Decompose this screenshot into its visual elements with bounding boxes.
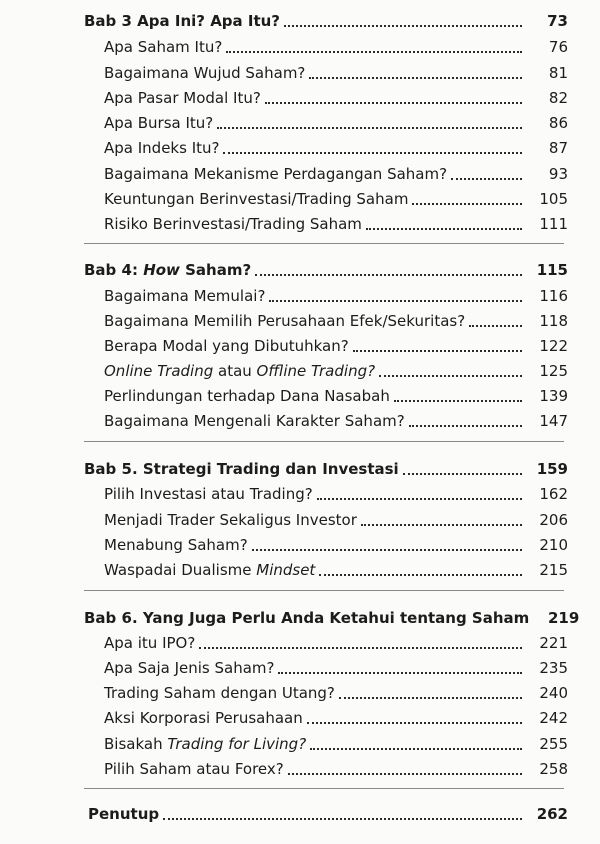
entry-title: Bagaimana Memilih Perusahaan Efek/Sekuritas?: [104, 312, 466, 330]
chapter-title: Penutup: [88, 805, 160, 823]
dot-leader: [255, 274, 522, 276]
chapter-title: Bab 6. Yang Juga Perlu Anda Ketahui tentang Saham: [84, 609, 530, 627]
toc-entry[interactable]: [104, 632, 568, 654]
page-number: 235: [539, 659, 568, 677]
toc-entry[interactable]: [104, 36, 568, 58]
dot-leader: [412, 203, 522, 205]
entry-title: Pilih Saham atau Forex?: [104, 760, 284, 778]
page-number: 76: [548, 38, 568, 56]
toc-entry[interactable]: [104, 188, 568, 210]
chapter-title: Bab 4: How Saham?: [84, 261, 252, 279]
page-number: 242: [539, 709, 568, 727]
closing-entry[interactable]: [88, 803, 568, 825]
entry-title: Apa Pasar Modal Itu?: [104, 89, 261, 107]
entry-title: Pilih Investasi atau Trading?: [104, 485, 313, 503]
dot-leader: [379, 375, 522, 377]
entry-title: Menjadi Trader Sekaligus Investor: [104, 511, 357, 529]
page-number: 255: [539, 735, 568, 753]
chapter-4-entry[interactable]: [84, 259, 568, 281]
dot-leader: [265, 102, 522, 104]
entry-title: Keuntungan Berinvestasi/Trading Saham: [104, 190, 409, 208]
dot-leader: [310, 748, 522, 750]
section-divider: [84, 590, 564, 591]
entry-title: Online Trading atau Offline Trading?: [104, 362, 376, 380]
toc-entry[interactable]: [104, 559, 568, 581]
page-number: 258: [539, 760, 568, 778]
dot-leader: [319, 574, 522, 576]
entry-title: Waspadai Dualisme Mindset: [104, 561, 316, 579]
dot-leader: [353, 350, 522, 352]
dot-leader: [307, 722, 522, 724]
dot-leader: [366, 228, 522, 230]
dot-leader: [469, 325, 522, 327]
page-number: 206: [539, 511, 568, 529]
toc-entry[interactable]: [104, 509, 568, 531]
entry-title: Risiko Berinvestasi/Trading Saham: [104, 215, 362, 233]
entry-title: Bagaimana Mekanisme Perdagangan Saham?: [104, 165, 448, 183]
toc-entry[interactable]: [104, 385, 568, 407]
toc-entry[interactable]: [104, 137, 568, 159]
entry-title: Trading Saham dengan Utang?: [104, 684, 335, 702]
toc-entry[interactable]: [104, 310, 568, 332]
page-number: 262: [536, 805, 568, 823]
page-number: 115: [536, 261, 568, 279]
entry-title: Bagaimana Wujud Saham?: [104, 64, 306, 82]
toc-entry[interactable]: [104, 410, 568, 432]
page-number: 82: [548, 89, 568, 107]
dot-leader: [226, 51, 522, 53]
toc-entry[interactable]: [104, 87, 568, 109]
page-number: 86: [548, 114, 568, 132]
entry-title: Aksi Korporasi Perusahaan: [104, 709, 303, 727]
toc-entry[interactable]: [104, 534, 568, 556]
dot-leader: [394, 400, 522, 402]
chapter-title: Bab 5. Strategi Trading dan Investasi: [84, 460, 399, 478]
toc-entry[interactable]: [104, 112, 568, 134]
toc-entry[interactable]: [104, 335, 568, 357]
page-number: 139: [539, 387, 568, 405]
toc-entry[interactable]: [104, 62, 568, 84]
page-number: 125: [539, 362, 568, 380]
toc-entry[interactable]: [104, 657, 568, 679]
dot-leader: [284, 25, 522, 27]
entry-title: Apa itu IPO?: [104, 634, 196, 652]
section-divider: [84, 441, 564, 442]
page-number: 93: [548, 165, 568, 183]
toc-entry[interactable]: [104, 733, 568, 755]
page-number: 215: [539, 561, 568, 579]
entry-title: Apa Bursa Itu?: [104, 114, 214, 132]
dot-leader: [451, 178, 522, 180]
page-number: 105: [539, 190, 568, 208]
chapter-3-entry[interactable]: [84, 10, 568, 32]
toc-entry[interactable]: [104, 360, 568, 382]
entry-title: Apa Saham Itu?: [104, 38, 223, 56]
entry-title: Apa Saja Jenis Saham?: [104, 659, 275, 677]
dot-leader: [403, 473, 522, 475]
toc-entry[interactable]: [104, 163, 568, 185]
entry-title: Menabung Saham?: [104, 536, 248, 554]
entry-title: Perlindungan terhadap Dana Nasabah: [104, 387, 390, 405]
page-number: 87: [548, 139, 568, 157]
page-number: 147: [539, 412, 568, 430]
toc-entry[interactable]: [104, 285, 568, 307]
entry-title: Berapa Modal yang Dibutuhkan?: [104, 337, 349, 355]
dot-leader: [317, 498, 522, 500]
page-number: 210: [539, 536, 568, 554]
dot-leader: [217, 127, 522, 129]
page-number: 118: [539, 312, 568, 330]
page-number: 116: [539, 287, 568, 305]
page-number: 240: [539, 684, 568, 702]
page-number: 122: [539, 337, 568, 355]
toc-entry[interactable]: [104, 758, 568, 780]
page-number: 81: [548, 64, 568, 82]
chapter-5-entry[interactable]: [84, 458, 568, 480]
toc-entry[interactable]: [104, 682, 568, 704]
dot-leader: [288, 773, 522, 775]
dot-leader: [409, 425, 522, 427]
page-number: 73: [547, 12, 568, 30]
chapter-6-entry[interactable]: [84, 607, 580, 629]
dot-leader: [223, 152, 522, 154]
section-divider: [84, 788, 564, 789]
toc-entry[interactable]: [104, 707, 568, 729]
entry-title: Bagaimana Mengenali Karakter Saham?: [104, 412, 405, 430]
page-number: 219: [547, 609, 580, 627]
toc-entry[interactable]: [104, 483, 568, 505]
dot-leader: [361, 524, 522, 526]
page-number: 162: [539, 485, 568, 503]
section-divider: [84, 243, 564, 244]
dot-leader: [339, 697, 522, 699]
entry-title: Bisakah Trading for Living?: [104, 735, 307, 753]
page-number: 221: [539, 634, 568, 652]
dot-leader: [199, 647, 522, 649]
entry-title: Apa Indeks Itu?: [104, 139, 220, 157]
entry-title: Bagaimana Memulai?: [104, 287, 266, 305]
toc-entry[interactable]: [104, 213, 568, 235]
dot-leader: [278, 672, 522, 674]
page-number: 111: [539, 215, 568, 233]
dot-leader: [269, 300, 522, 302]
dot-leader: [309, 77, 522, 79]
chapter-title: Bab 3 Apa Ini? Apa Itu?: [84, 12, 281, 30]
page-number: 159: [536, 460, 568, 478]
dot-leader: [252, 549, 522, 551]
dot-leader: [163, 818, 522, 820]
